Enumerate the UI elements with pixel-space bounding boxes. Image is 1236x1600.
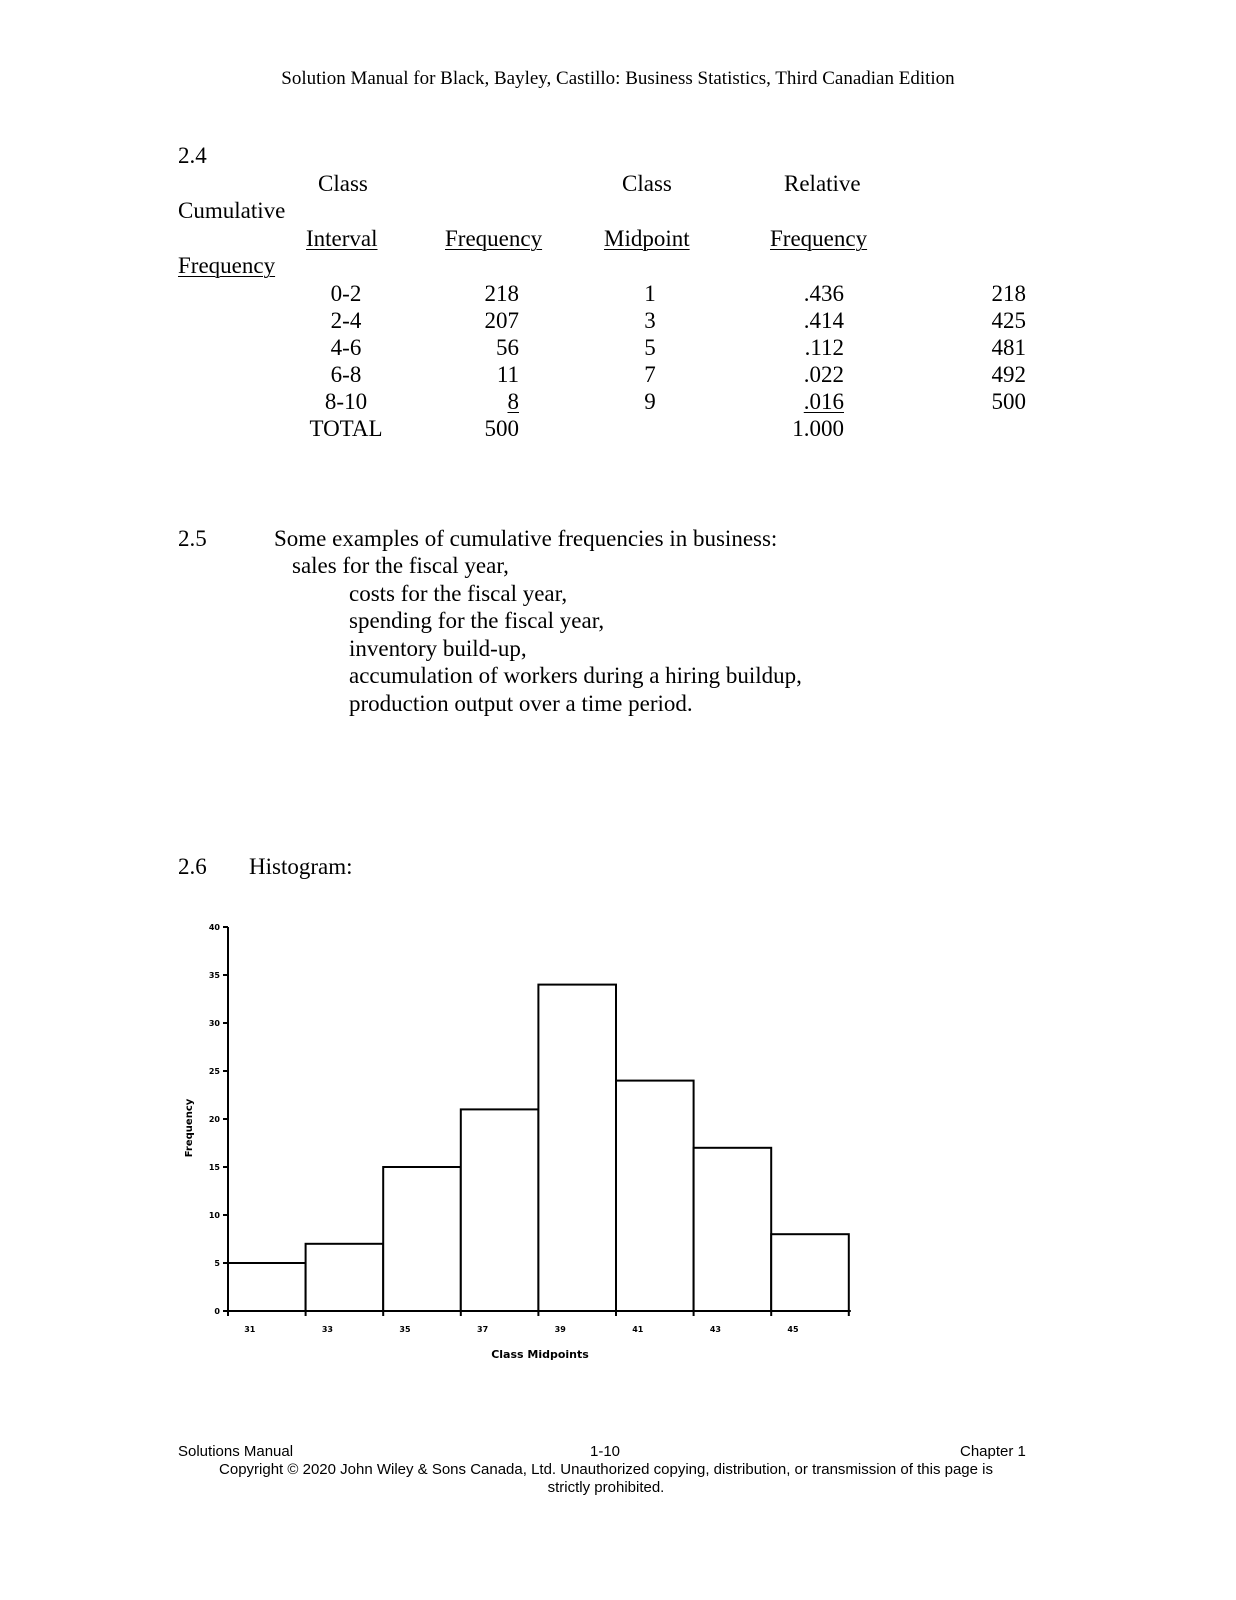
header-midpoint: Midpoint: [604, 226, 690, 251]
header-frequency: Frequency: [445, 226, 543, 251]
midpoint-cell: 7: [644, 362, 656, 387]
frequency-cell: 8: [507, 389, 519, 414]
footer-right: Chapter 1: [960, 1443, 1026, 1460]
relative-cell: .022: [803, 362, 844, 387]
list-item: costs for the fiscal year,: [349, 581, 568, 606]
total-relative: 1.000: [792, 416, 844, 441]
x-tick-label: 35: [399, 1325, 411, 1334]
x-tick-label: 43: [709, 1325, 721, 1334]
y-tick-label: 40: [208, 923, 220, 932]
midpoint-cell: 3: [644, 308, 656, 333]
frequency-cell: 11: [496, 362, 519, 387]
x-tick-label: 39: [554, 1325, 566, 1334]
x-axis-ticks: [228, 1311, 849, 1334]
footer-copyright: Copyright © 2020 John Wiley & Sons Canada, Ltd. Unauthorized copying, distribution, or transmission of this page is: [219, 1461, 993, 1478]
relative-cell: .112: [804, 335, 844, 360]
y-tick-label: 20: [208, 1115, 220, 1124]
relative-cell: .414: [803, 308, 844, 333]
histogram-bar: [306, 1244, 384, 1311]
interval-cell: 4-6: [330, 335, 362, 360]
histogram-bar: [616, 1081, 694, 1311]
cumulative-cell: 500: [991, 389, 1026, 414]
cumulative-cell: 492: [991, 362, 1026, 387]
footer-copyright-2: strictly prohibited.: [547, 1479, 665, 1496]
y-tick-label: 35: [208, 971, 220, 980]
footer-left: Solutions Manual: [178, 1443, 294, 1460]
list-item: sales for the fiscal year,: [292, 553, 509, 578]
relative-frequency-column: [744, 280, 844, 442]
cumulative-cell: 218: [991, 281, 1026, 306]
total-label: TOTAL: [309, 416, 383, 441]
interval-cell: 8-10: [324, 389, 368, 414]
histogram-bar: [771, 1234, 849, 1311]
relative-cell: .436: [803, 281, 844, 306]
problem-number-2-5: 2.5: [178, 526, 207, 551]
interval-cell: 2-4: [330, 308, 362, 333]
y-tick-label: 5: [214, 1259, 220, 1268]
interval-cell: 0-2: [330, 281, 362, 306]
total-frequency: 500: [484, 416, 519, 441]
x-tick-label: 45: [787, 1325, 799, 1334]
cumulative-cell: 481: [991, 335, 1026, 360]
frequency-cell: 56: [496, 335, 519, 360]
header-interval: Interval: [306, 226, 378, 251]
histogram-bars: [228, 985, 849, 1311]
interval-column: [296, 280, 396, 442]
footer-page-number: 1-10: [590, 1443, 621, 1460]
list-item: accumulation of workers during a hiring buildup,: [349, 663, 802, 688]
frequency-cell: 218: [484, 281, 519, 306]
problem-number-2-6: 2.6: [178, 854, 207, 879]
list-item: spending for the fiscal year,: [349, 608, 605, 633]
problem-2-5-intro: Some examples of cumulative frequencies in business:: [274, 526, 778, 551]
header-relative-frequency: Frequency: [770, 226, 868, 251]
y-axis-ticks: [209, 923, 228, 1316]
histogram-bar: [228, 1263, 306, 1311]
x-tick-label: 41: [632, 1325, 644, 1334]
list-item: production output over a time period.: [349, 691, 693, 716]
interval-cell: 6-8: [330, 362, 362, 387]
midpoint-cell: 1: [644, 281, 656, 306]
midpoint-cell: 9: [644, 389, 656, 414]
y-axis-label: Frequency: [184, 1098, 195, 1158]
relative-cell-underlined-wrap: [744, 388, 844, 415]
x-tick-label: 31: [244, 1325, 256, 1334]
y-tick-label: 30: [208, 1019, 220, 1028]
header-class-midpoint-top: Class: [622, 171, 672, 196]
header-cumulative-frequency: Frequency: [178, 253, 276, 278]
frequency-column: [420, 280, 519, 442]
x-tick-label: 37: [477, 1325, 489, 1334]
midpoint-column: [600, 280, 700, 415]
relative-cell: .016: [803, 389, 844, 414]
cumulative-cell: 425: [991, 308, 1026, 333]
y-tick-label: 0: [214, 1307, 220, 1316]
header-cumulative: Cumulative: [178, 198, 286, 223]
y-tick-label: 25: [208, 1067, 220, 1076]
page-header: Solution Manual for Black, Bayley, Castillo: Business Statistics, Third Canadian Edition: [281, 68, 955, 89]
histogram-bar: [383, 1167, 461, 1311]
x-axis-label: Class Midpoints: [491, 1348, 589, 1361]
header-class: Class: [318, 171, 368, 196]
problem-number-2-4: 2.4: [178, 143, 207, 168]
frequency-cell-underlined-wrap: [420, 388, 519, 415]
histogram-bar: [461, 1109, 539, 1311]
y-tick-label: 10: [208, 1211, 220, 1220]
histogram-bar: [694, 1148, 772, 1311]
problem-2-6-label: Histogram:: [249, 854, 353, 879]
y-tick-label: 15: [208, 1163, 220, 1172]
list-item: inventory build-up,: [349, 636, 527, 661]
cumulative-frequency-column: [926, 280, 1026, 415]
frequency-cell: 207: [484, 308, 519, 333]
histogram-bar: [538, 985, 616, 1311]
header-relative: Relative: [784, 171, 861, 196]
x-tick-label: 33: [321, 1325, 333, 1334]
midpoint-cell: 5: [644, 335, 656, 360]
histogram-chart: [170, 910, 870, 1370]
